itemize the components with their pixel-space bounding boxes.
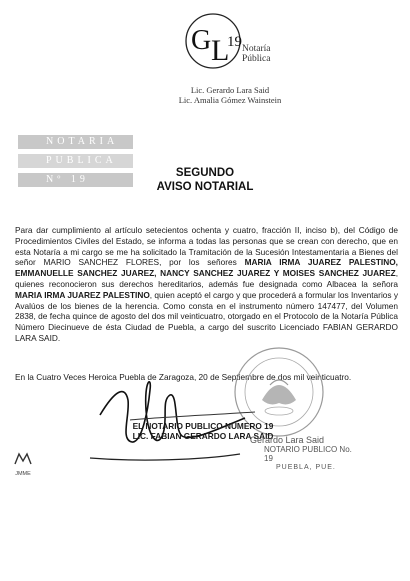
logo-number: 19 [227,34,242,50]
place-and-date: En la Cuatro Veces Heroica Puebla de Zaragoza, 20 de Septiembre de dos mil veinticuatro. [15,372,352,382]
notice-title [120,166,290,194]
notice-title-line1: SEGUNDO [175,167,235,179]
body-part-3: , quienes reconocieron sus derechos hereditarios, además fue designada como Albacea la señora [15,268,398,289]
stamp-office: NOTARIO PUBLICO No. 19 [264,445,352,463]
footer-mark-icon [12,452,34,466]
body-part-5: , quien aceptó el cargo y que procederá a formular los Inventarios y Avalúos de los bienes de la herencia. Como consta en el instrumento número 147477, del Volumen 2838, de fecha quince de agosto del dos mil veinticuatro, otorgado en el Protocolo de la Notaría Pública Número Diecinueve de ésta Ciudad de Puebla, a cargo del suscrito Licenciado FABIAN GERARDO LARA SAID. [15,289,399,343]
notaria-side-block [18,135,133,192]
handwritten-signature [70,370,270,465]
notice-body [15,225,398,344]
notaria-publica-label [242,44,271,64]
notaria-label-line2: Pública [242,54,271,64]
body-heirs: MARIA IRMA JUAREZ PALESTINO, EMMANUELLE SANCHEZ JUAREZ, NANCY SANCHEZ JUAREZ Y MOISES SANCHEZ JUAREZ [15,257,398,279]
notaria-label-line1: Notaría [242,44,271,54]
stamp-city: PUEBLA, PUE. [276,464,336,471]
side-row-number: Nº 19 [18,173,133,187]
signatory-name: LIC. FABIAN GERARDO LARA SAID [132,431,274,441]
stamp-name: Gerardo Lara Said [250,435,325,445]
lawyer-names [150,85,310,105]
lawyer-name-2: Lic. Amalia Gómez Wainstein [178,95,282,105]
notary-stamp [250,436,360,472]
lawyer-name-1: Lic. Gerardo Lara Said [190,85,270,95]
notice-title-line2: AVISO NOTARIAL [156,181,254,193]
body-part-1: Para dar cumplimiento al artículo setecientos ochenta y cuatro, fracción II, inciso b), del Código de Procedimientos Civiles del Estado, se informa a todas las personas que se crean con derecho, que en esta Notaría a mi cargo se me ha solicitado la Tramitación de la Sucesión Intestamentaria a Bienes del señor MARIO SANCHEZ FLORES, por los señores [15,225,398,268]
footer-mark-label: JMME [15,471,31,477]
side-row-notaria: NOTARIA [18,135,133,149]
footer-mark [12,452,34,477]
body-executor: MARIA IRMA JUAREZ PALESTINO [15,289,150,300]
logo-letter-g: G [191,25,212,56]
side-row-publica: PUBLICA [18,154,133,168]
logo-letter-l: L [211,34,230,67]
signatory-title: EL NOTARIO PUBLICO NUMERO 19 [132,421,274,431]
